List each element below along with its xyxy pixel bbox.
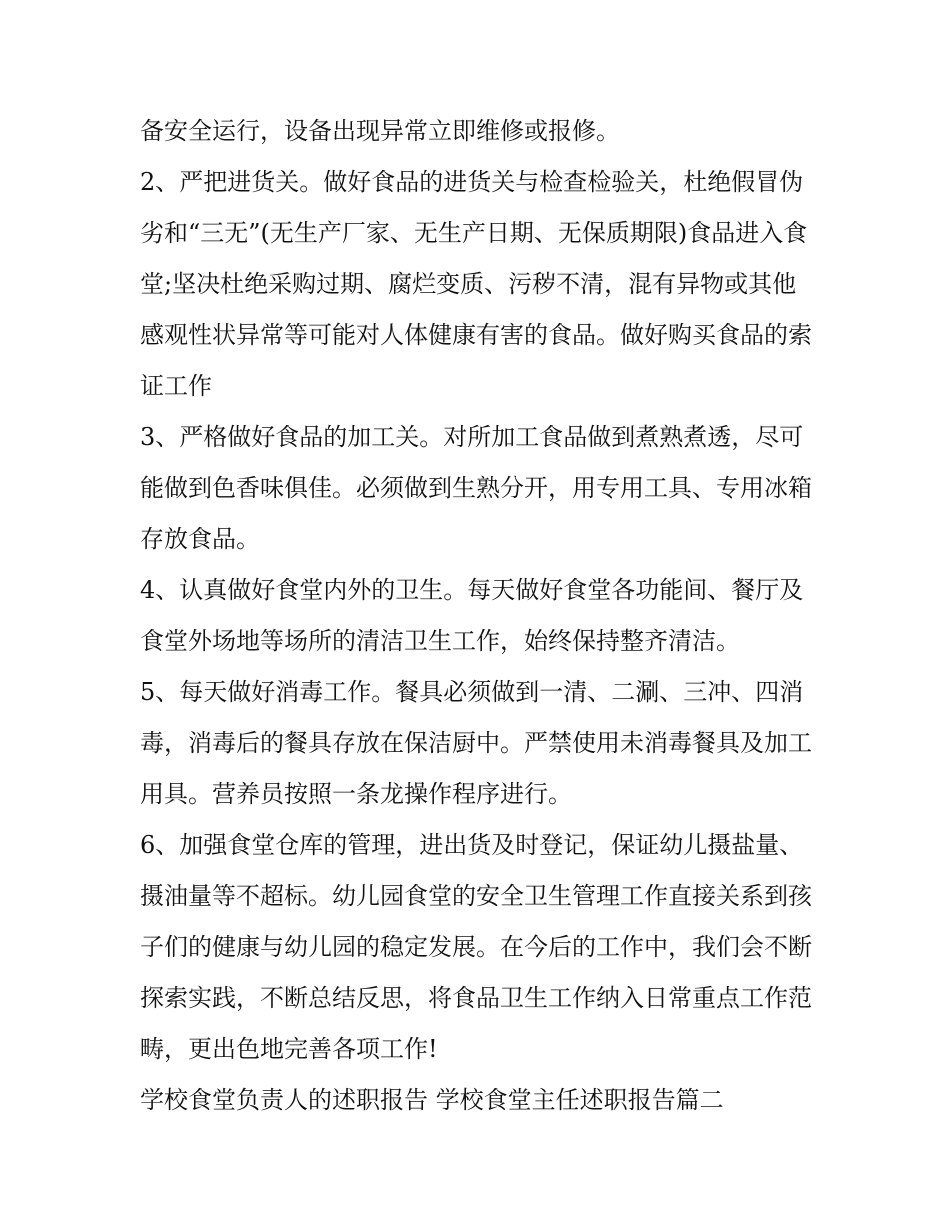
paragraph-item-3: 3、严格做好食品的加工关。对所加工食品做到煮熟煮透，尽可能做到色香味俱佳。必须做到生熟分开，用专用工具、专用冰箱存放食品。 (140, 423, 812, 553)
section-heading: 学校食堂负责人的述职报告 学校食堂主任述职报告篇二 (140, 1086, 724, 1114)
document-body (140, 106, 820, 1126)
paragraph-item-2: 2、严把进货关。做好食品的进货关与检查检验关，杜绝假冒伪劣和“三无”(无生产厂家、无生产日期、无保质期限)食品进入食堂;坚决杜绝采购过期、腐烂变质、污秽不清，混有异物或其他感观性状异常等可能对人体健康有害的食品。做好购买食品的索证工作 (140, 168, 812, 400)
paragraph-item-4: 4、认真做好食堂内外的卫生。每天做好食堂各功能间、餐厅及食堂外场地等场所的清洁卫生工作，始终保持整齐清洁。 (140, 576, 804, 655)
paragraph-item-6: 6、加强食堂仓库的管理，进出货及时登记，保证幼儿摄盐量、摄油量等不超标。幼儿园食堂的安全卫生管理工作直接关系到孩子们的健康与幼儿园的稳定发展。在今后的工作中，我们会不断探索实践，不断总结反思，将食品卫生工作纳入日常重点工作范畴，更出色地完善各项工作! (140, 831, 812, 1063)
paragraph-item-5: 5、每天做好消毒工作。餐具必须做到一清、二涮、三冲、四消毒，消毒后的餐具存放在保洁厨中。严禁使用未消毒餐具及加工用具。营养员按照一条龙操作程序进行。 (140, 678, 812, 808)
paragraph-continuation: 备安全运行，设备出现异常立即维修或报修。 (140, 117, 620, 145)
